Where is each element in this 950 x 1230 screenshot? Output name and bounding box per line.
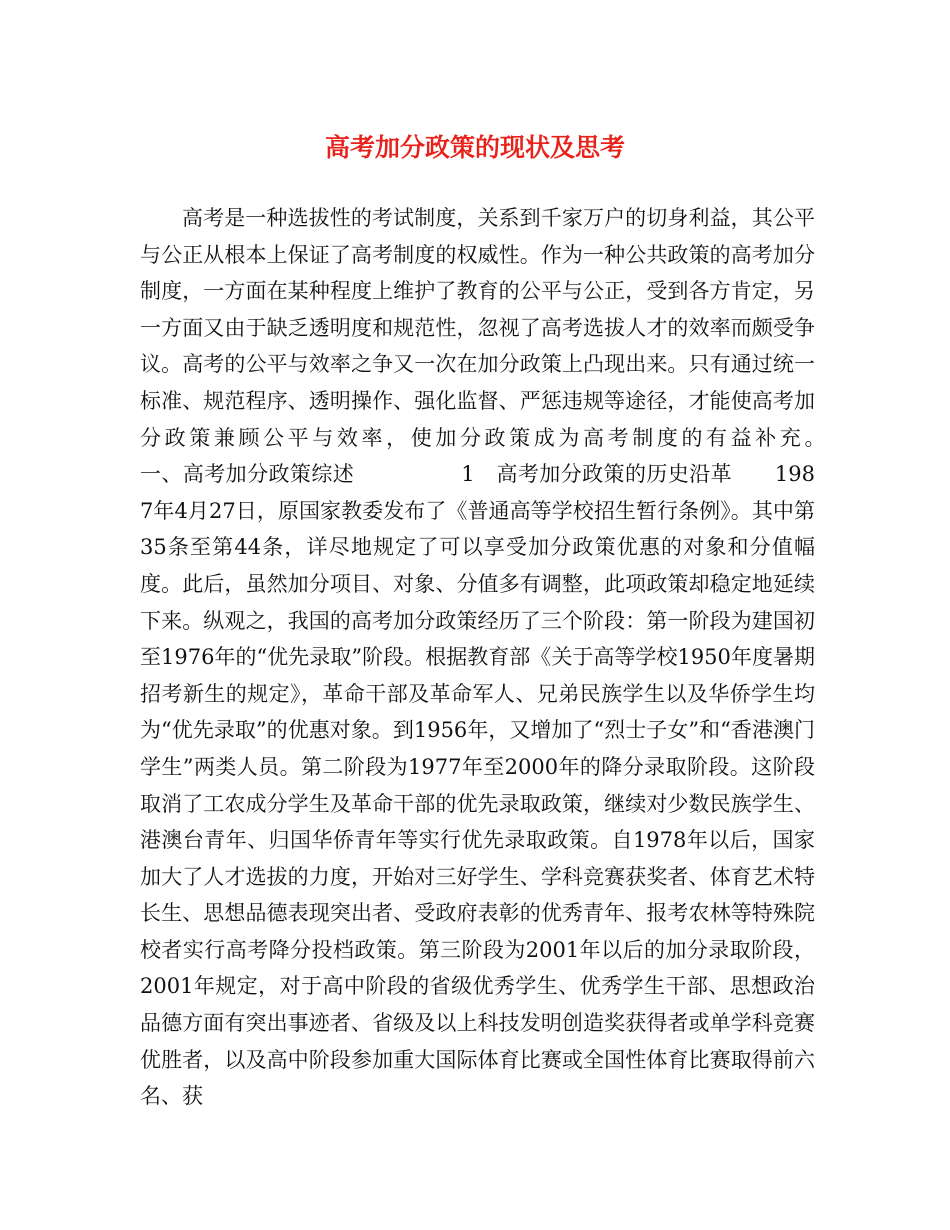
body-paragraph: 高考是一种选拔性的考试制度，关系到千家万户的切身利益，其公平与公正从根本上保证了高考制度的权威性。作为一种公共政策的高考加分制度，一方面在某种程度上维护了教育的公平与公正，受到各方肯定，另一方面又由于缺乏透明度和规范性，忽视了高考选拔人才的效率而颇受争议。高考的公平与效率之争又一次在加分政策上凸现出来。只有通过统一标准、规范程序、透明操作、强化监督、严惩违规等途径，才能使高考加分政策兼顾公平与效率，使加分政策成为高考制度的有益补充。 一、高考加分政策综述 1 高考加分政策的历史沿革 1987年4月27日，原国家教委发布了《普通高等学校招生暂行条例》。其中第35条至第44条，详尽地规定了可以享受加分政策优惠的对象和分值幅度。此后，虽然加分项目、对象、分值多有调整，此项政策却稳定地延续下来。纵观之，我国的高考加分政策经历了三个阶段：第一阶段为建国初至1976年的“优先录取”阶段。根据教育部《关于高等学校1950年度暑期招考新生的规定》，革命干部及革命军人、兄弟民族学生以及华侨学生均为“优先录取”的优惠对象。到1956年，又增加了“烈士子女”和“香港澳门学生”两类人员。第二阶段为1977年至2000年的降分录取阶段。这阶段取消了工农成分学生及革命干部的优先录取政策，继续对少数民族学生、港澳台青年、归国华侨青年等实行优先录取政策。自1978年以后，国家加大了人才选拔的力度，开始对三好学生、学科竞赛获奖者、体育艺术特长生、思想品德表现突出者、受政府表彰的优秀青年、报考农林等特殊院校者实行高考降分投档政策。第三阶段为2001年以后的加分录取阶段，2001年规定，对于高中阶段的省级优秀学生、优秀学生干部、思想政治品德方面有突出事迹者、省级及以上科技发明创造奖获得者或单学科竞赛优胜者，以及高中阶段参加重大国际体育比赛或全国性体育比赛取得前六名、获 (140, 206, 920, 1109)
document-body (140, 200, 920, 1115)
document-title: 高考加分政策的现状及思考 (324, 133, 625, 162)
